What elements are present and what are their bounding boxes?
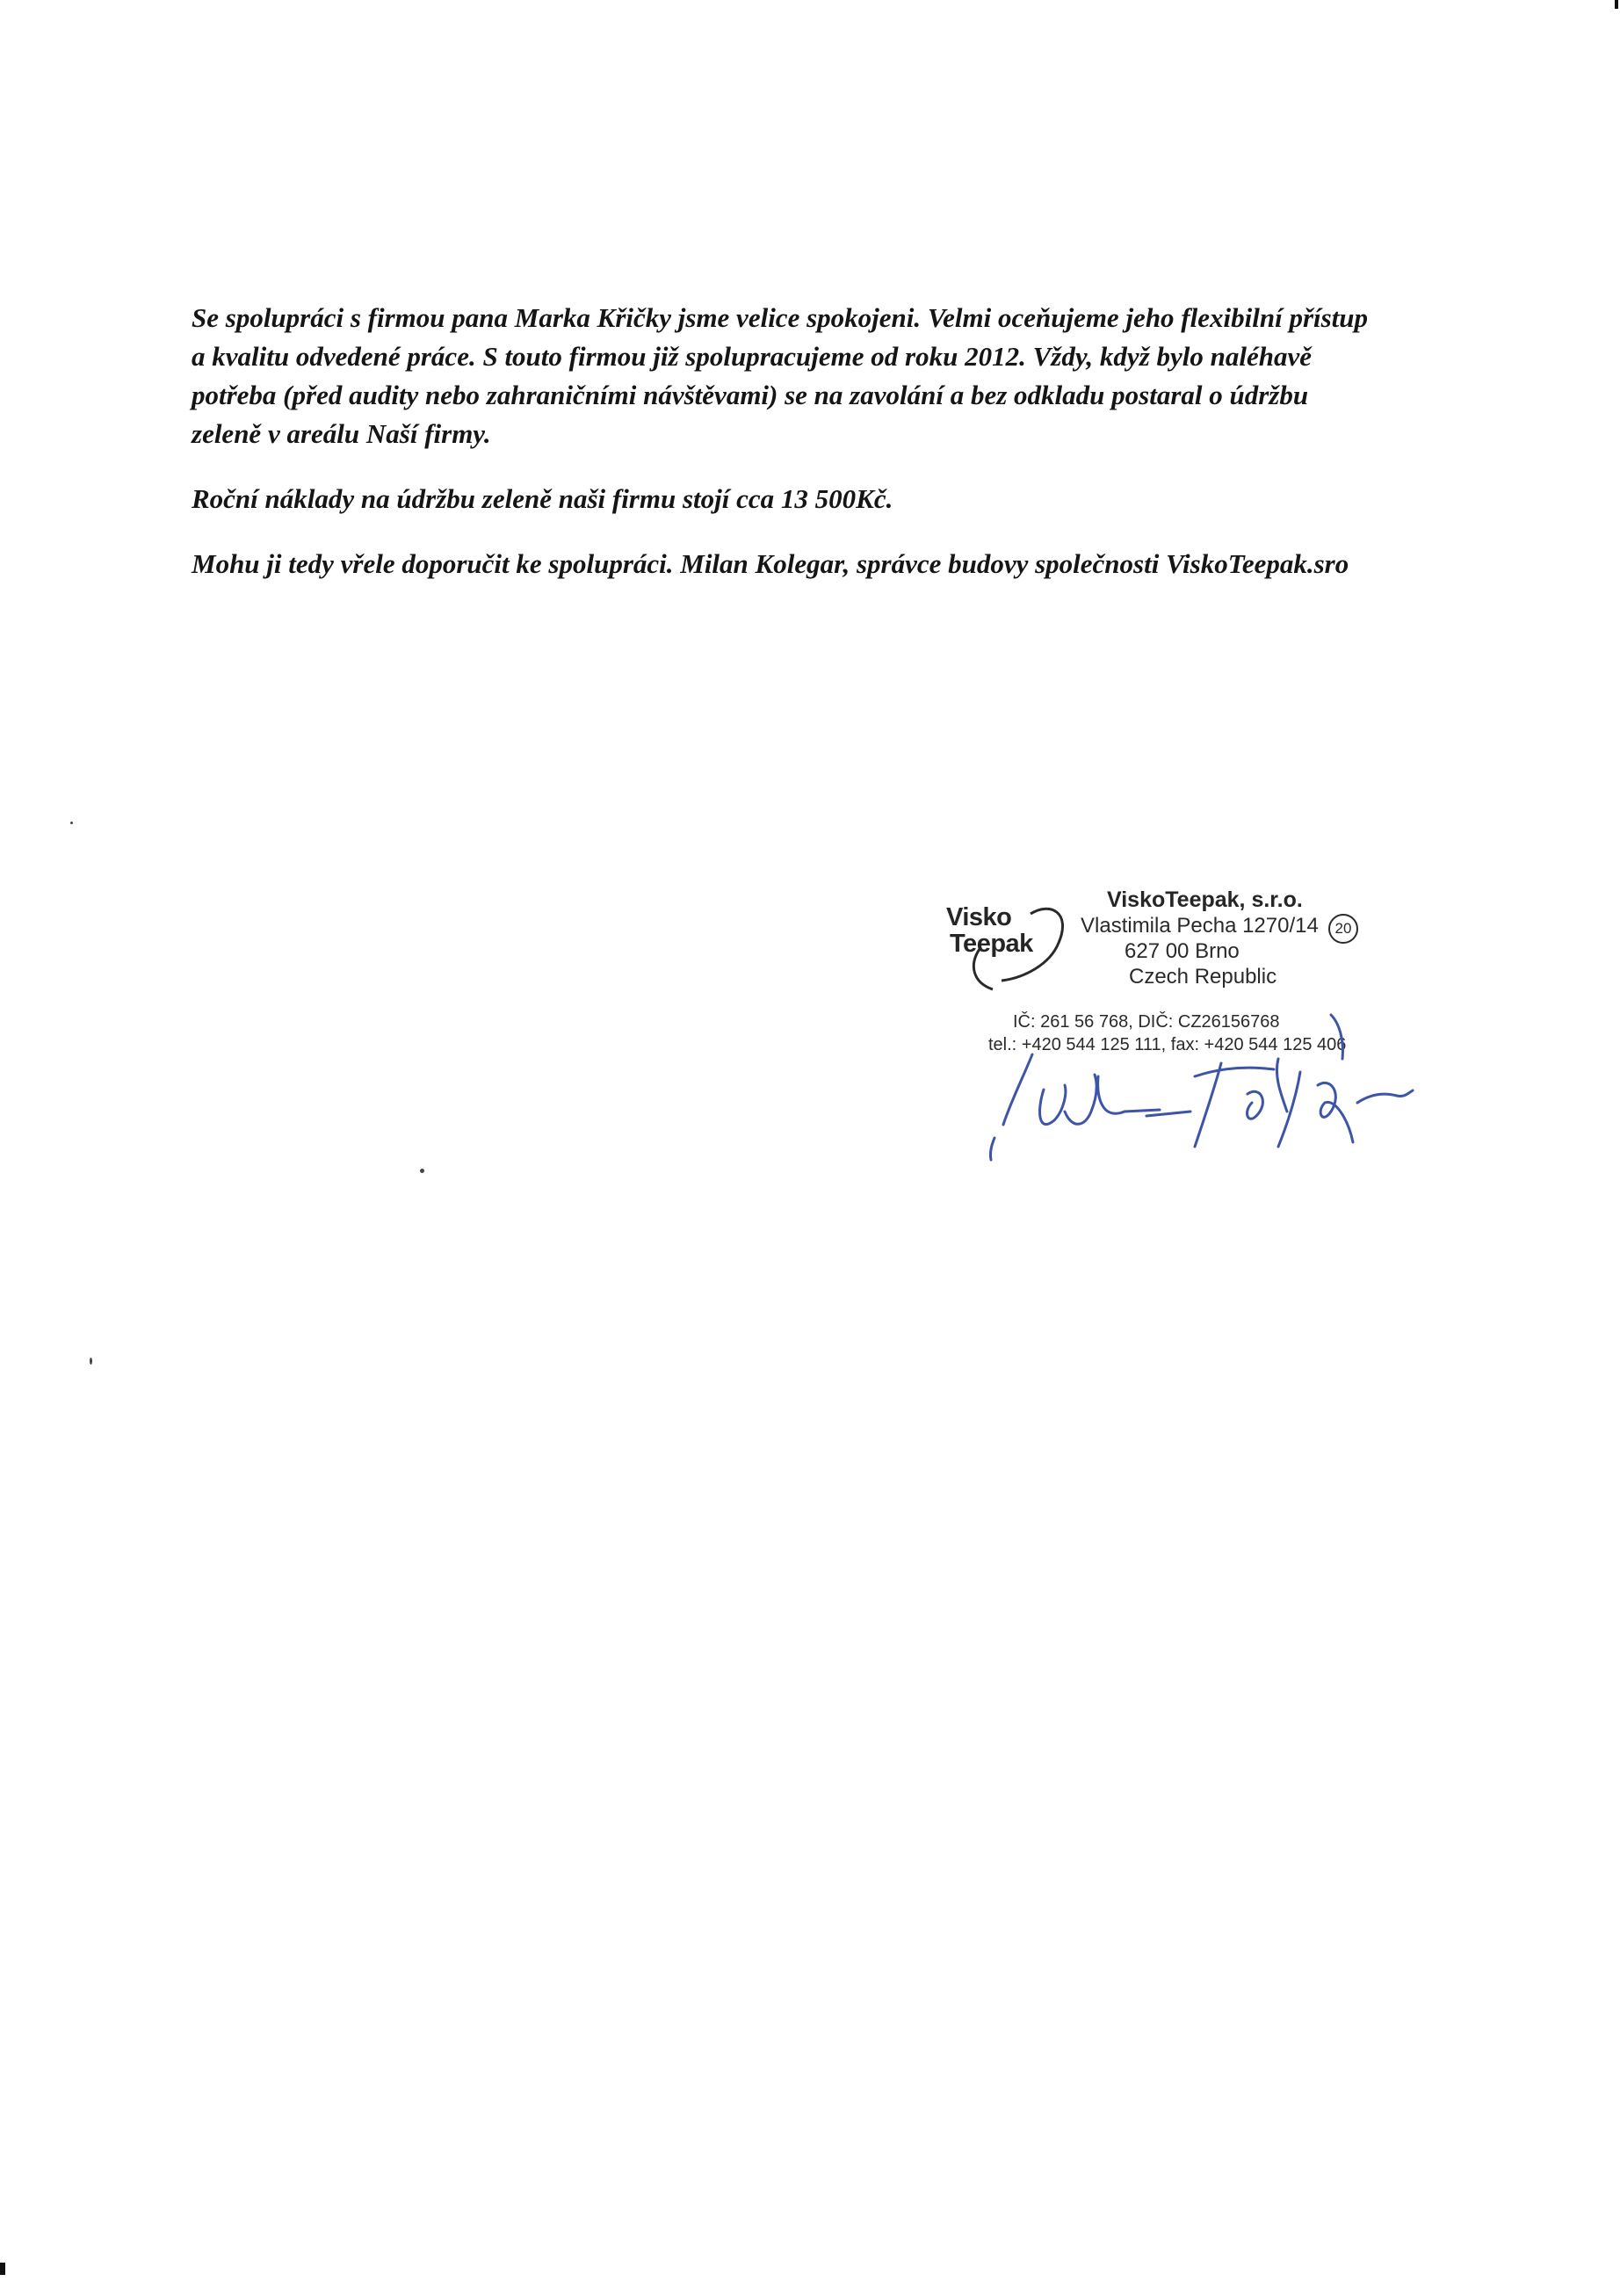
paragraph-2: Roční náklady na údržbu zeleně naši firmu stojí cca 13 500Kč. — [192, 483, 893, 514]
stamp-street: Vlastimila Pecha 1270/14 — [1081, 914, 1319, 938]
stamp-contact: tel.: +420 544 125 111, fax: +420 544 125 406 — [988, 1035, 1347, 1054]
paragraph-1 — [192, 299, 1439, 453]
scan-edge-mark — [0, 2263, 5, 2275]
scan-speck — [90, 1358, 92, 1365]
paragraph-1-line: zeleně v areálu Naší firmy. — [192, 418, 491, 449]
stamp-ids: IČ: 261 56 768, DIČ: CZ26156768 — [1013, 1012, 1280, 1032]
letter-body — [192, 299, 1439, 583]
logo-text-teepak: Teepak — [950, 930, 1033, 958]
stamp-badge: 20 — [1328, 914, 1358, 944]
scan-speck — [70, 822, 73, 824]
paragraph-1-line: potřeba (před audity nebo zahraničními návštěvami) se na zavolání a bez odkladu postaral o údržbu — [192, 380, 1309, 410]
scan-speck — [420, 1169, 424, 1173]
stamp-country: Czech Republic — [1129, 965, 1277, 989]
handwritten-signature — [984, 980, 1414, 1182]
stamp-company-name: ViskoTeepak, s.r.o. — [1107, 887, 1303, 912]
logo-text-visko: Visko — [946, 903, 1012, 931]
stamp-city: 627 00 Brno — [1125, 939, 1240, 963]
paragraph-1-line: Se spolupráci s firmou pana Marka Křičky jsme velice spokojeni. Velmi oceňujeme jeho flexibilní přístup — [192, 302, 1369, 333]
paragraph-3: Mohu ji tedy vřele doporučit ke spolupráci. Milan Kolegar, správce budovy společnosti ViskoTeepak.sro — [192, 548, 1349, 579]
paragraph-1-line: a kvalitu odvedené práce. S touto firmou již spolupracujeme od roku 2012. Vždy, když bylo naléhavě — [192, 341, 1312, 372]
scan-edge-mark — [1615, 0, 1618, 9]
